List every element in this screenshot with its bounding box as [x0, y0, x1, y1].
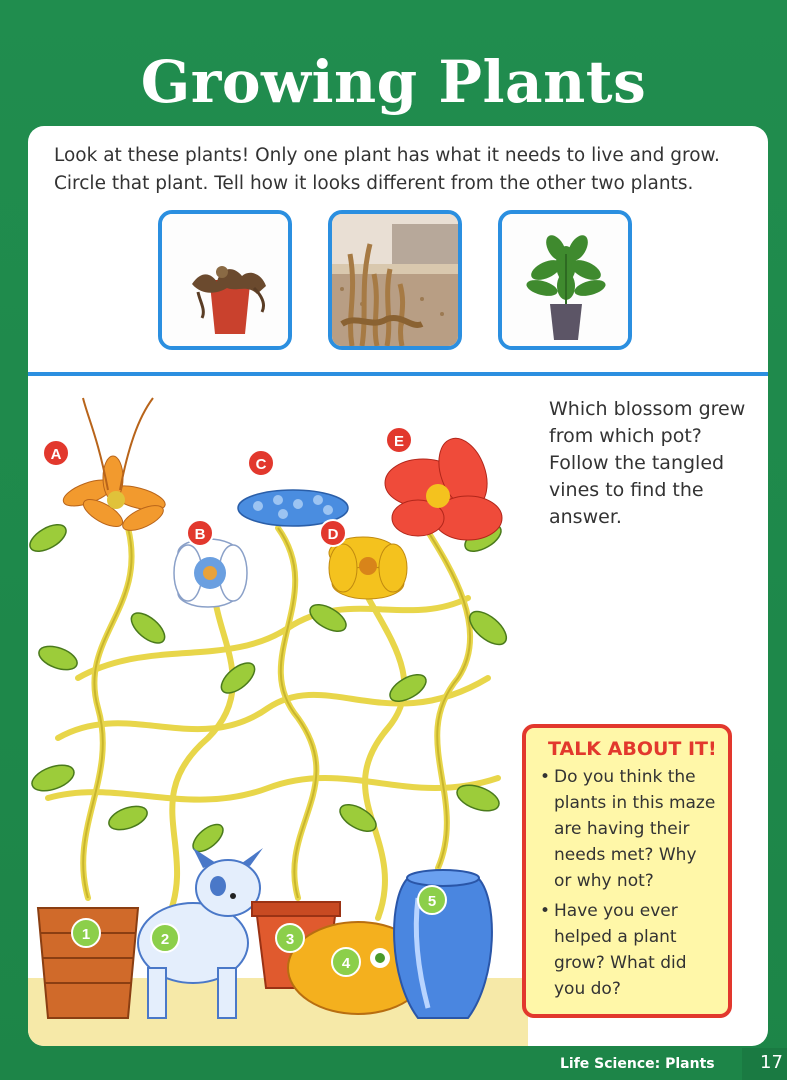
pot-label-1: 1: [81, 926, 91, 943]
content-card: [28, 126, 768, 1046]
vine-maze-illustration: [28, 378, 528, 1046]
dried-plants-image: [332, 214, 458, 346]
talk-item-2: • Have you ever helped a plant grow? What did you do?: [538, 898, 718, 1002]
blossom-label-e: E: [393, 433, 405, 450]
photo-dried-plants[interactable]: [328, 210, 462, 350]
photo-wilted-plant[interactable]: [158, 210, 292, 350]
blossom-label-b: B: [194, 526, 206, 543]
blossom-a: [60, 398, 167, 535]
talk-list: [538, 764, 718, 1002]
page-title: Growing Plants: [140, 48, 647, 116]
talk-heading: TALK ABOUT IT!: [548, 738, 717, 760]
section-divider: [28, 372, 768, 376]
footer-section-label: Life Science: Plants: [560, 1056, 715, 1072]
blossom-label-d: D: [327, 526, 339, 543]
pot-label-4: 4: [341, 955, 351, 972]
page-number: 17: [760, 1052, 783, 1073]
blossom-b: [174, 539, 247, 607]
intro-line-1: Look at these plants! Only one plant has what it needs to live and grow.: [54, 145, 720, 166]
blossom-d: [329, 537, 407, 599]
pot-label-5: 5: [427, 893, 437, 910]
blossom-label-a: A: [50, 446, 62, 463]
photo-healthy-plant[interactable]: [498, 210, 632, 350]
healthy-plant-image: [502, 214, 628, 346]
intro-line-2: Circle that plant. Tell how it looks different from the other two plants.: [54, 173, 694, 194]
intro-text: [54, 142, 754, 198]
pot-label-3: 3: [285, 931, 295, 948]
maze-question: Which blossom grew from which pot? Follow the tangled vines to find the answer.: [549, 398, 746, 528]
talk-item-1: • Do you think the plants in this maze are having their needs met? Why or why not?: [538, 764, 718, 894]
pot-label-2: 2: [160, 931, 170, 948]
wilted-plant-image: [162, 214, 288, 346]
talk-about-it-box: [522, 724, 732, 1018]
blossom-label-c: C: [255, 456, 267, 473]
